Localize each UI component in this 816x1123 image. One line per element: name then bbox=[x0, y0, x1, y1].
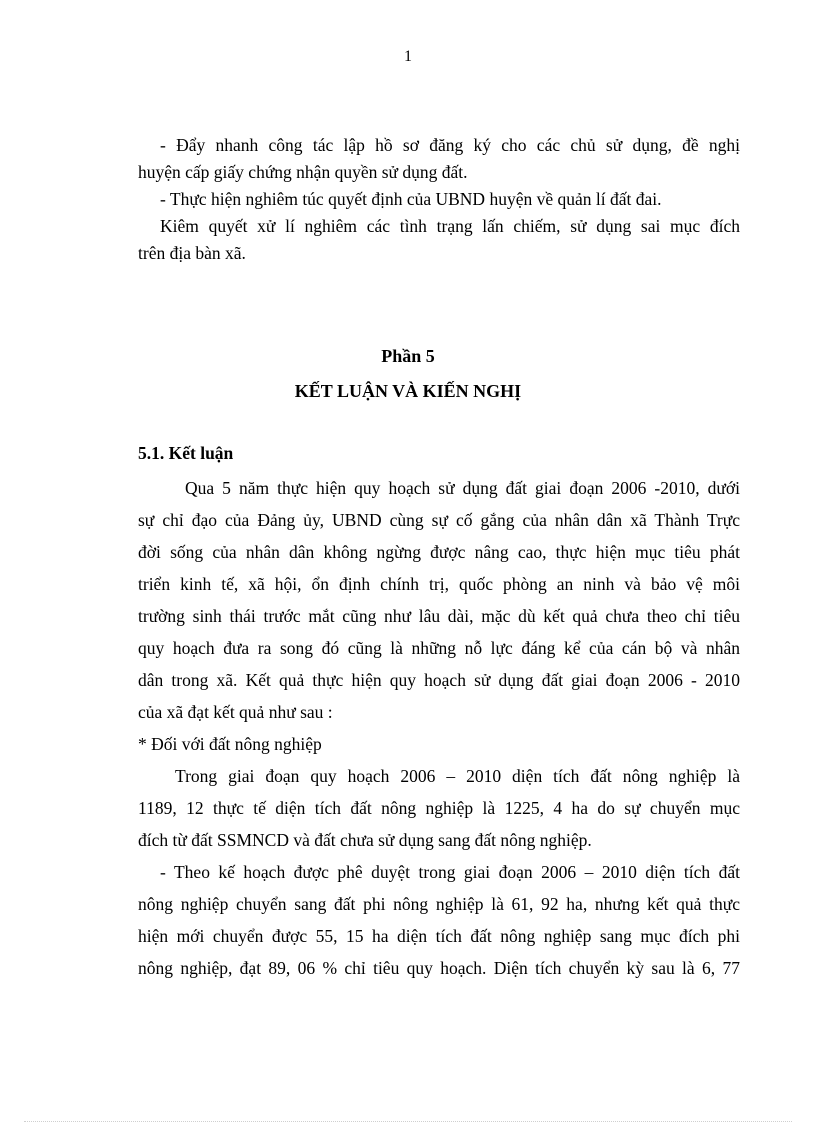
conclusion-line: quy hoạch đưa ra song đó cũng là những nỗ lực đáng kể của cán bộ và nhân bbox=[138, 638, 740, 658]
conclusion-line: đời sống của nhân dân không ngừng được nâng cao, thực hiện mục tiêu phát bbox=[138, 542, 740, 562]
conclusion-line: trường sinh thái trước mắt cũng như lâu dài, mặc dù kết quả chưa theo chỉ tiêu bbox=[138, 606, 740, 626]
page-bottom-rule bbox=[24, 1121, 792, 1122]
plan-line: hiện mới chuyển được 55, 15 ha diện tích đất nông nghiệp sang mục đích phi bbox=[138, 926, 740, 946]
agri-line: Trong giai đoạn quy hoạch 2006 – 2010 diện tích đất nông nghiệp là bbox=[175, 766, 740, 786]
agri-heading: * Đối với đất nông nghiệp bbox=[138, 734, 322, 754]
agri-line: đích từ đất SSMNCD và đất chưa sử dụng sang đất nông nghiệp. bbox=[138, 830, 592, 850]
part-subtitle: KẾT LUẬN VÀ KIẾN NGHỊ bbox=[294, 381, 522, 401]
section-heading: 5.1. Kết luận bbox=[138, 443, 234, 463]
intro-line: - Đẩy nhanh công tác lập hồ sơ đăng ký cho các chủ sử dụng, đề nghị bbox=[160, 135, 740, 155]
plan-line: nông nghiệp, đạt 89, 06 % chỉ tiêu quy hoạch. Diện tích chuyển kỳ sau là 6, 77 bbox=[138, 958, 740, 978]
page-number: 1 bbox=[404, 48, 412, 65]
intro-line: - Thực hiện nghiêm túc quyết định của UBND huyện về quản lí đất đai. bbox=[160, 189, 662, 209]
intro-line: huyện cấp giấy chứng nhận quyền sử dụng đất. bbox=[138, 162, 468, 182]
conclusion-line: triển kinh tế, xã hội, ổn định chính trị, quốc phòng an ninh và bảo vệ môi bbox=[138, 574, 740, 594]
part-title: Phần 5 bbox=[381, 346, 435, 366]
plan-line: - Theo kế hoạch được phê duyệt trong giai đoạn 2006 – 2010 diện tích đất bbox=[160, 862, 740, 882]
plan-line: nông nghiệp chuyển sang đất phi nông nghiệp là 61, 92 ha, nhưng kết quả thực bbox=[138, 894, 740, 914]
intro-line: Kiêm quyết xử lí nghiêm các tình trạng lấn chiếm, sử dụng sai mục đích bbox=[160, 216, 740, 236]
conclusion-line: của xã đạt kết quả như sau : bbox=[138, 702, 333, 722]
agri-line: 1189, 12 thực tế diện tích đất nông nghiệp là 1225, 4 ha do sự chuyển mục bbox=[138, 798, 740, 818]
conclusion-line: Qua 5 năm thực hiện quy hoạch sử dụng đất giai đoạn 2006 -2010, dưới bbox=[185, 478, 740, 498]
conclusion-line: sự chỉ đạo của Đảng ủy, UBND cùng sự cố gắng của nhân dân xã Thành Trực bbox=[138, 510, 740, 530]
intro-line: trên địa bàn xã. bbox=[138, 243, 246, 263]
conclusion-line: dân trong xã. Kết quả thực hiện quy hoạch sử dụng đất giai đoạn 2006 - 2010 bbox=[138, 670, 740, 690]
